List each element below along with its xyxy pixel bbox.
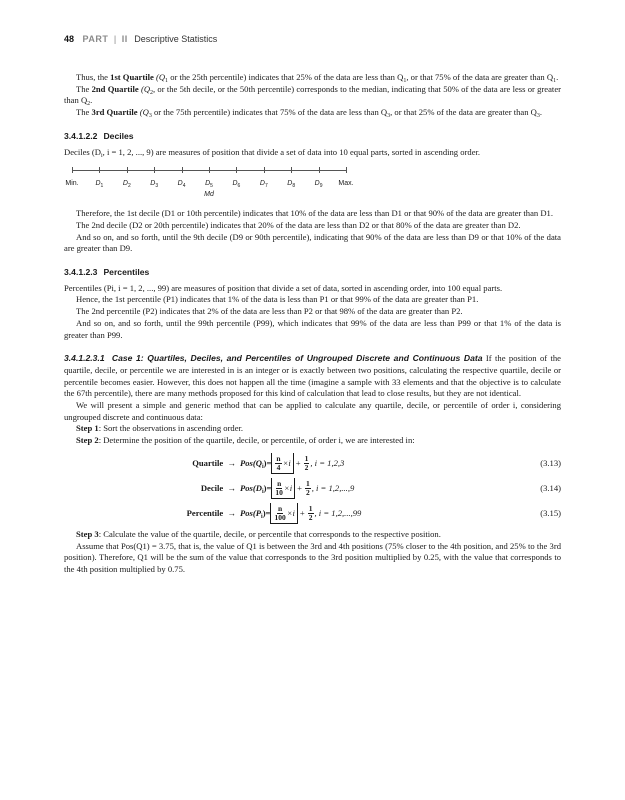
scale-tick (72, 167, 73, 173)
scale-label: $D_6$ (232, 180, 241, 190)
equation-row (64, 503, 561, 525)
equations (64, 453, 561, 525)
d9-paragraph: And so on, and so forth, until the 9th decile (D9 or 90th percentile), indicating that 90% of the data are less than D9 or that 10% of the data are greater than D9. (64, 231, 561, 254)
d2-paragraph: The 2nd decile (D2 or 20th percentile) indicates that 20% of the data are less than D2 or that 80% of the data are greater than D2. (76, 219, 521, 230)
equation-formula: $Pos(D_i)=$ $\frac{n}{10}$ ×i + $\frac{1}{2}$ , i = 1,2,...,9 (240, 478, 355, 498)
case1-paragraph: 3.4.1.2.3.1 Case 1: Quartiles, Deciles, and Percentiles of Ungrouped Discrete and Continuous Data If the position of the quartile, decile, or percentile we are interested in is an integer or is exactly between two positions, calculating the respective quartile, decile or percentile becomes easier. However, this does not happen all the time (imagine a sample with 33 elements and that the objective is to calculate the 67th percentile), there are many methods proposed for this kind of calculation that lead to close results, but they are not identical. (64, 353, 561, 399)
scale-label: $D_7$ (259, 180, 268, 190)
equation-row (64, 453, 561, 475)
step3: Step 3: Calculate the value of the quartile, decile, or percentile that corresponds to the respective position. (76, 528, 441, 539)
scale-tick (319, 167, 320, 173)
page-number: 48 (64, 34, 75, 44)
equation-formula: $Pos(Q_i)=$ $\frac{n}{4}$ ×i + $\frac{1}{2}$ , i = 1,2,3 (240, 453, 345, 473)
scale-label: Max. (338, 180, 354, 188)
equation-number: (3.15) (540, 507, 561, 518)
q3-paragraph: The 3rd Quartile ($Q_3$ or the 75th percentile) indicates that 75% of the data are less than $Q_3$, or that 25% of the data are greater than $Q_3$. (76, 107, 543, 120)
case1-heading: 3.4.1.2.3.1 Case 1: Quartiles, Deciles, and Percentiles of Ungrouped Discrete and Continuous Data (64, 353, 483, 364)
d1-paragraph: Therefore, the 1st decile (D1 or 10th percentile) indicates that 10% of the data are less than D1 or that 90% of the data are greater than D1. (76, 208, 553, 219)
scale-tick (264, 167, 265, 173)
equation-label: Quartile → (192, 457, 236, 468)
equation-row (64, 478, 561, 500)
q2-paragraph: The 2nd Quartile ($Q_2$, or the 5th decile, or the 50th percentile) corresponds to the median, indicating that 50% of the data are less or greater than $Q_2$. (64, 83, 561, 108)
scale-tick (99, 167, 100, 173)
part-number: II (121, 34, 128, 44)
deciles-heading: 3.4.1.2.2 Deciles (64, 130, 134, 141)
scale-label: $D_8$ (287, 180, 296, 190)
running-header (64, 34, 217, 44)
q1-paragraph: Thus, the 1st Quartile ($Q_1$ or the 25th percentile) indicates that 25% of the data are less than $Q_1$, or that 75% of the data are greater than $Q_1$. (76, 72, 559, 84)
p1-paragraph: Hence, the 1st percentile (P1) indicates that 1% of the data is less than P1 or that 99% of the data are greater than P1. (76, 294, 479, 305)
scale-label: Min. (65, 180, 79, 188)
section-title: Descriptive Statistics (134, 34, 218, 44)
scale-tick (154, 167, 155, 173)
floor-bracket: $\frac{n}{100}$ ×i (270, 503, 297, 524)
equation-label: Percentile → (186, 507, 236, 518)
scale-label: $D_2$ (122, 180, 131, 190)
p2-paragraph: The 2nd percentile (P2) indicates that 2% of the data are less than P2 or that 98% of the data are greater than P2. (76, 306, 463, 317)
equation-number: (3.14) (540, 482, 561, 493)
scale-tick (236, 167, 237, 173)
method-paragraph: We will present a simple and generic method that can be applied to calculate any quartile, decile, or percentile of order i, considering ungrouped discrete and continuous data: (64, 400, 561, 422)
step2: Step 2: Determine the position of the quartile, decile, or percentile, of order i, we are interested in: (76, 435, 415, 446)
part-label: PART (82, 34, 109, 44)
deciles-intro: Deciles ($D_i$, i = 1, 2, ..., 9) are measures of position that divide a set of data into 10 equal parts, sorted in ascending order. (64, 146, 481, 159)
p99-paragraph: And so on, and so forth, until the 99th percentile (P99), which indicates that 99% of the data are less than P99 or that 1% of the data is greater than P99. (64, 317, 561, 340)
step1: Step 1: Sort the observations in ascending order. (76, 423, 244, 434)
header-divider: | (113, 34, 117, 44)
equation-number: (3.13) (540, 457, 561, 468)
percentiles-heading: 3.4.1.2.3 Percentiles (64, 267, 150, 278)
percentiles-intro: Percentiles (Pi, i = 1, 2, ..., 99) are measures of position that divide a set of data, sorted in ascending order, into 100 equal parts. (64, 282, 503, 293)
scale-label: $D_1$ (95, 180, 104, 190)
scale-label: $D_5$ (205, 180, 213, 190)
equation-formula: $Pos(P_i)=$ $\frac{n}{100}$ ×i + $\frac{1}{2}$ , i = 1,2,...,99 (240, 503, 362, 523)
scale-tick (346, 167, 347, 173)
floor-bracket: $\frac{n}{4}$ ×i (271, 453, 293, 474)
equation-label: Decile → (200, 482, 236, 493)
scale-tick (291, 167, 292, 173)
body-text (64, 72, 561, 576)
scale-label: $D_3$ (150, 180, 159, 190)
decile-scale (64, 166, 354, 202)
scale-label: $D_9$ (314, 180, 323, 190)
assume-paragraph: Assume that Pos(Q1) = 3.75, that is, the value of Q1 is between the 3rd and 4th positions (75% closer to the 4th position, and 25% to the 3rd position). Therefore, Q1 will be the sum of the value that corresponds to the 3rd position multiplied by 0.25, with the value that corresponds to the 4th position multiplied by 0.75. (64, 540, 561, 574)
scale-tick (182, 167, 183, 173)
scale-tick (127, 167, 128, 173)
scale-median-label: Md (204, 191, 214, 199)
scale-tick (209, 167, 210, 173)
scale-label: $D_4$ (177, 180, 186, 190)
floor-bracket: $\frac{n}{10}$ ×i (271, 478, 295, 499)
